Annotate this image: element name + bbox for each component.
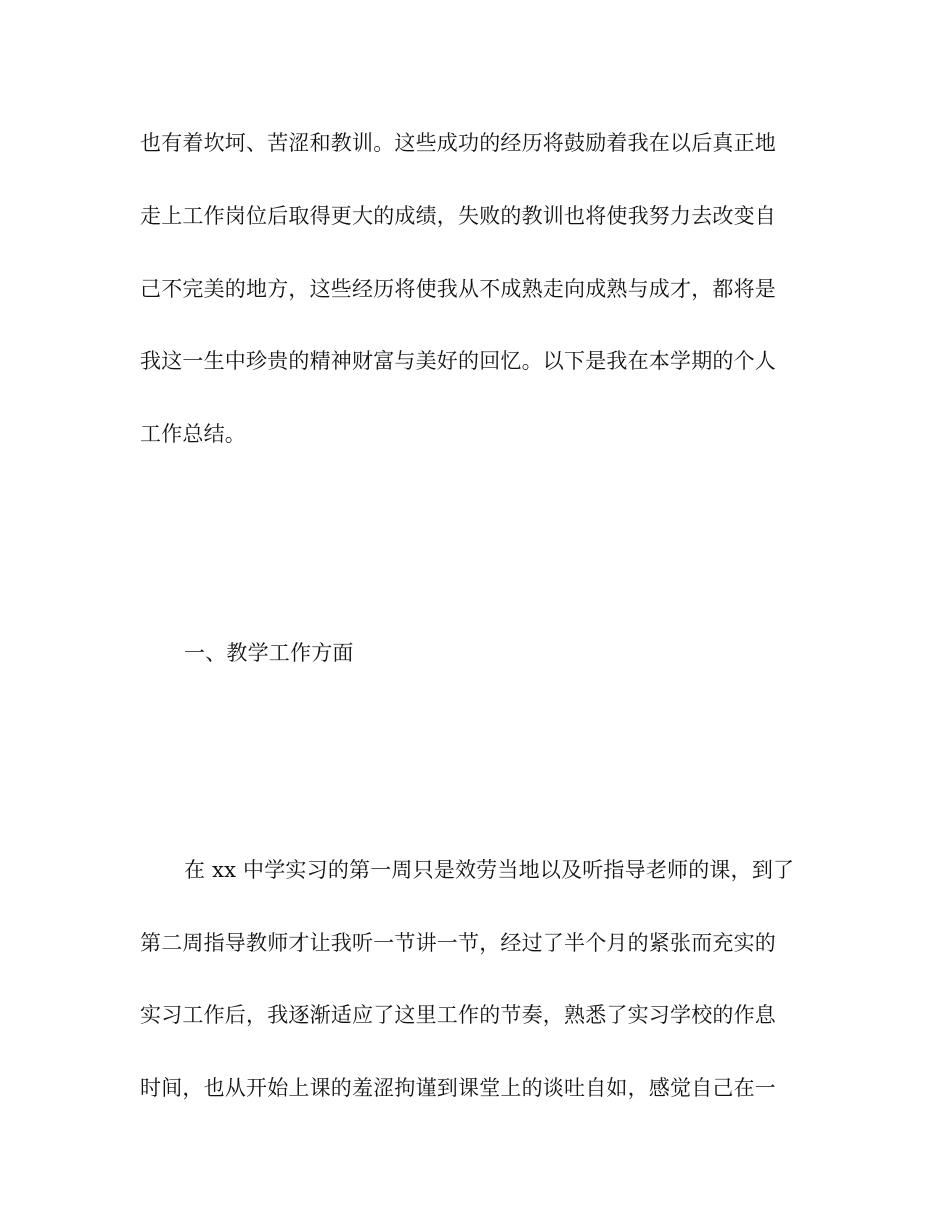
paragraph-2-line-1: 在 xx 中学实习的第一周只是效劳当地以及听指导老师的课，到了 — [184, 858, 795, 882]
paragraph-1-line-2: 走上工作岗位后取得更大的成绩，失败的教训也将使我努力去改变自 — [140, 204, 776, 228]
paragraph-2-line-3: 实习工作后，我逐渐适应了这里工作的节奏，熟悉了实习学校的作息 — [140, 1003, 776, 1027]
paragraph-1-line-5: 工作总结。 — [140, 422, 246, 446]
section-heading: 一、教学工作方面 — [184, 641, 354, 665]
paragraph-1-line-4: 我这一生中珍贵的精神财富与美好的回忆。以下是我在本学期的个人 — [140, 349, 776, 373]
paragraph-1-line-1: 也有着坎坷、苦涩和教训。这些成功的经历将鼓励着我在以后真正地 — [140, 131, 776, 155]
paragraph-2-line-4: 时间，也从开始上课的羞涩拘谨到课堂上的谈吐自如，感觉自己在一 — [140, 1076, 776, 1100]
paragraph-1-line-3: 己不完美的地方，这些经历将使我从不成熟走向成熟与成才，都将是 — [140, 277, 776, 301]
paragraph-2-line-2: 第二周指导教师才让我听一节讲一节，经过了半个月的紧张而充实的 — [140, 931, 776, 955]
